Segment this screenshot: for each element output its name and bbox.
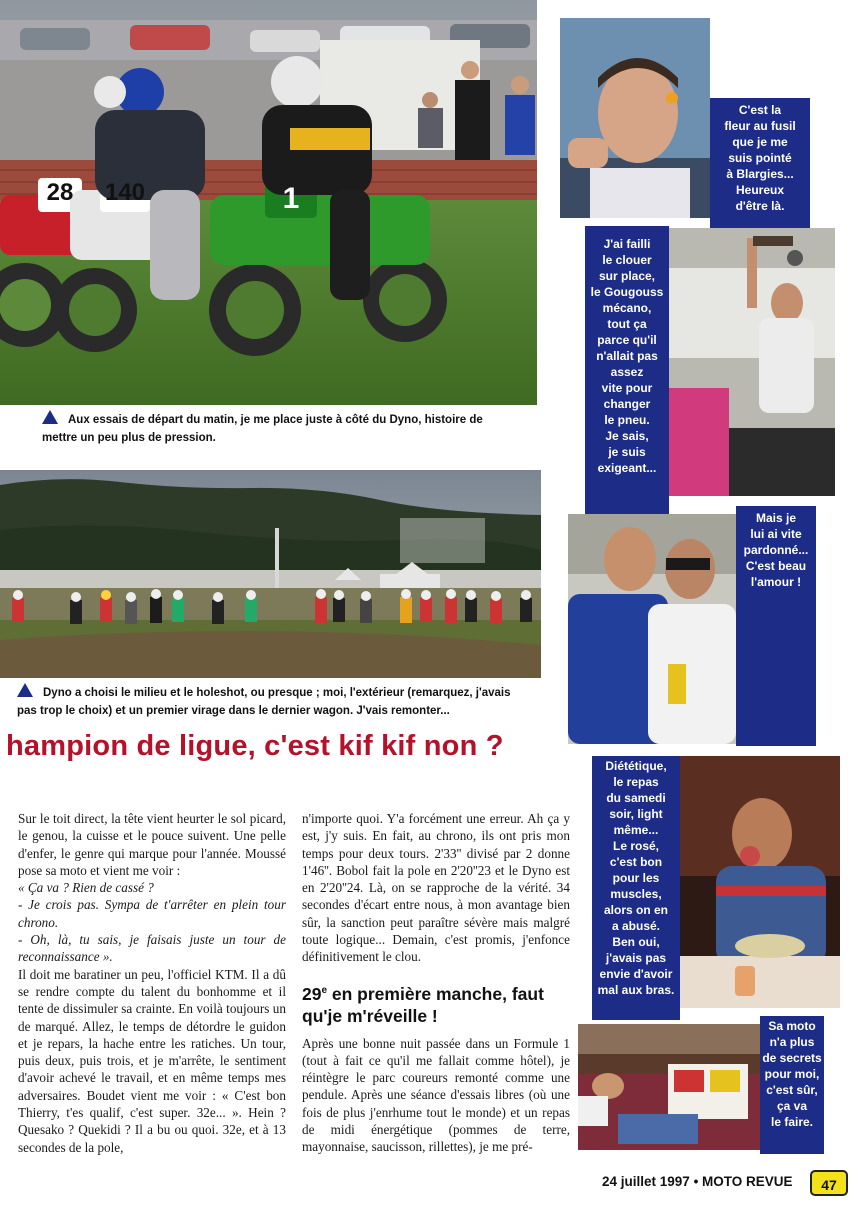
paragraph: Il doit me baratiner un peu, l'officiel KTM. Il a dû se rendre compte du talent du bonhomme et il tente de dissimuler sa crainte. En voilà toujours un de marqué. Allez, le temps de détordre le guidon et je repars, la hache entre les ratiches. Un tour, puis deux, puis trois, et je m'arrête, le sentiment d'avoir achevé le travail, et en même temps mes adversaires. Boudet vient me voir : « C'est bon Thierry, t'es qualif, c'est super. 32e... ». Hein ? Quesako ? Quekidi ? Il a bu ou quoi. 32e, et à 13 secondes de la pole,	[18, 966, 286, 1155]
paragraph: Après une bonne nuit passée dans un Formule 1 (tout à fait ce qu'il me fallait comme hôtel), je réintègre le parc coureurs remonté comme une pendule. Après une séance d'essais libres (où une fois de plus j'enrhume tout le monde) et un repas de midi énergétique (pommes de terre, mayonnaise, saucisson, rillettes), je me pré-	[302, 1035, 570, 1155]
magazine-name: MOTO REVUE	[702, 1174, 793, 1189]
number-plate-28: 28	[46, 179, 74, 206]
article-headline: hampion de ligue, c'est kif kif non ?	[6, 730, 504, 762]
portrait-photo-flower	[560, 18, 710, 218]
friends-hug-photo	[568, 514, 736, 744]
caption-box-diet: Diététique, le repas du samedi soir, light même... Le rosé, c'est bon pour les muscles, alors on en a abusé. Ben oui, j'avais pas envie d'avoir mal aux bras.	[592, 756, 680, 1020]
section-subhead: 29e en première manche, faut qu'je m'réveille !	[302, 983, 544, 1026]
motocross-start-photo	[0, 0, 537, 405]
article-column-1	[18, 810, 286, 1156]
triangle-icon	[42, 410, 58, 424]
paragraph: Sur le toit direct, la tête vient heurter le sol picard, le genou, la cuisse et le pouce suivent. Une pelle d'enfer, le genre qui marque pour l'année. Moussé pose sa moto et vient me voir :	[18, 811, 286, 878]
top-photo-caption: Aux essais de départ du matin, je me place juste à côté du Dyno, histoire de mettre un peu plus de pression.	[42, 410, 512, 447]
caption-box-mechanic: J'ai failli le clouer sur place, le Gougouss mécano, tout ça parce qu'il n'allait pas assez vite pour changer le pneu. Je sais, je suis exigeant...	[585, 226, 669, 516]
dialogue-line: - Je crois pas. Sympa de t'arrêter en plein tour chrono.	[18, 897, 286, 930]
caption-box-forgiven: Mais je lui ai vite pardonné... C'est beau l'amour !	[736, 506, 816, 746]
caption-box-bike-secrets: Sa moto n'a plus de secrets pour moi, c'est sûr, ça va le faire.	[760, 1016, 824, 1154]
triangle-icon	[17, 683, 33, 697]
dialogue-line: « Ça va ? Rien de cassé ?	[18, 880, 154, 896]
number-plate-140: 140	[104, 179, 146, 206]
mechanic-hammer-photo	[669, 228, 835, 496]
number-plate-1: 1	[282, 182, 300, 215]
page-footer: 24 juillet 1997 • MOTO REVUE	[602, 1174, 793, 1189]
dinner-wine-photo	[680, 756, 840, 1008]
paragraph: n'importe quoi. Y'a forcément une erreur. Ah ça y est, j'y suis. En fait, au chrono, ils ont pris mon temps pour deux tours. 2'33'' divisé par 2 donne 1'46''. Bobol fait la pole en 2'20''23 et le Dyno est en 2'20''24. Là, on se rapproche de la vérité. 34 secondes d'écart entre nous, à mon avantage bien sûr, la sanction peut paraître sévère mais malgré toute logique... Demain, c'est promis, j'enfonce définitivement le clou.	[302, 811, 570, 965]
article-column-2	[302, 810, 570, 1156]
page-number: 47	[810, 1170, 848, 1196]
issue-date: 24 juillet 1997	[602, 1174, 690, 1189]
middle-photo-caption: Dyno a choisi le milieu et le holeshot, ou presque ; moi, l'extérieur (remarquez, j'avais pas trop le choix) et un premier virage dans le dernier wagon. J'vais remonter...	[17, 683, 532, 720]
dialogue-line: - Oh, là, tu sais, je faisais juste un tour de reconnaissance ».	[18, 932, 286, 965]
sleeping-bike-manual-photo	[578, 1024, 760, 1150]
caption-box-flower: C'est la fleur au fusil que je me suis pointé à Blargies... Heureux d'être là.	[710, 98, 810, 230]
race-start-wide-photo	[0, 470, 541, 678]
